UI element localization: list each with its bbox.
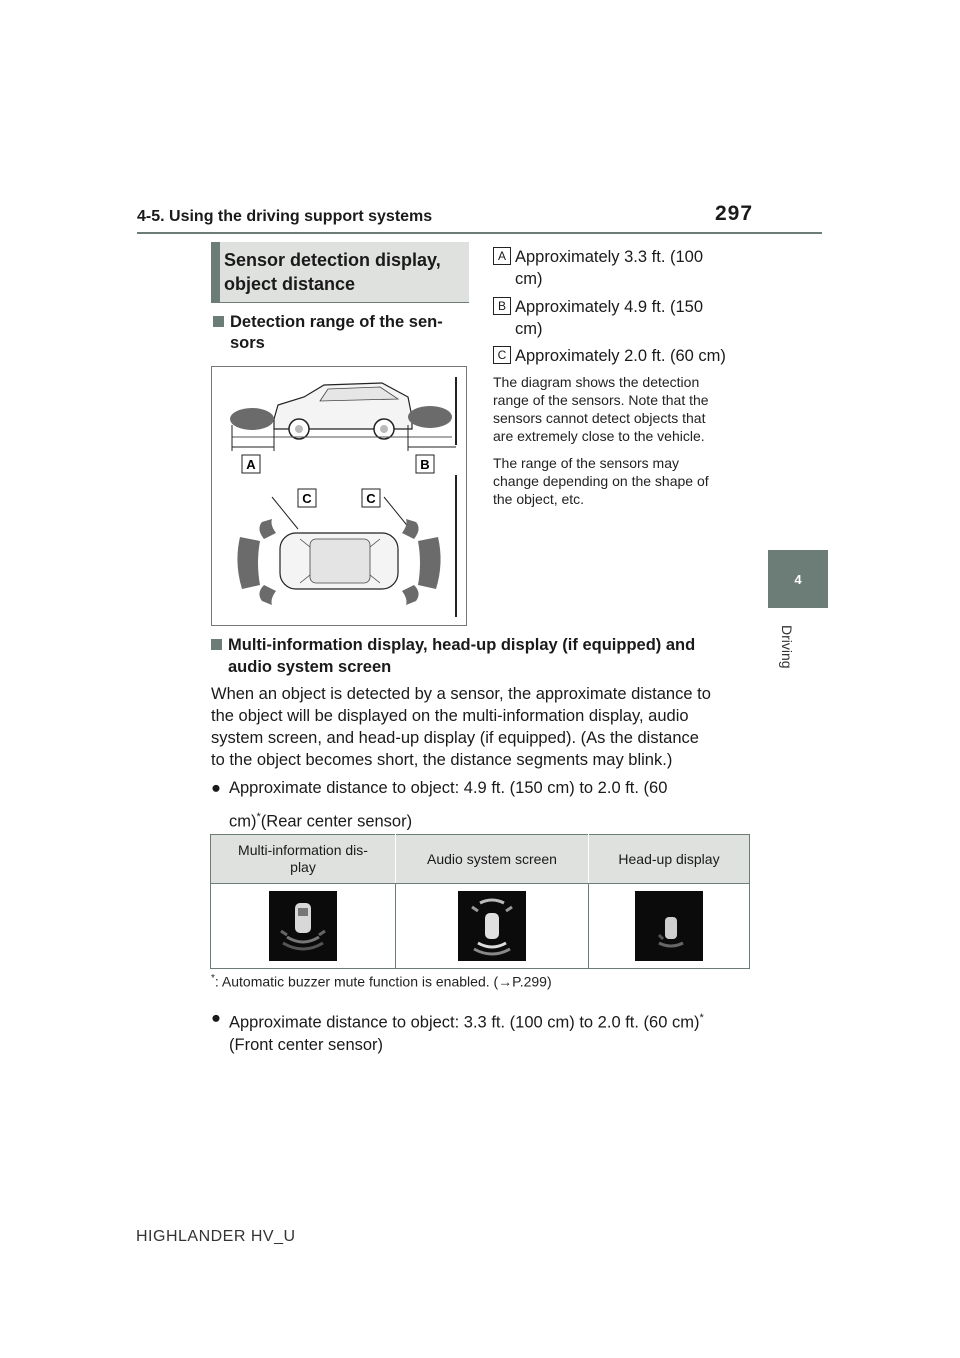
note-2-line-1: The range of the sensors may <box>493 455 679 471</box>
subheading-detection-range <box>213 312 468 354</box>
head-up-display-screen <box>635 891 703 961</box>
bullet2-line-2: (Front center sensor) <box>229 1035 384 1054</box>
sensor-range-diagram <box>211 366 467 626</box>
footnote <box>211 973 552 990</box>
legend-key-c: C <box>493 346 511 364</box>
table-header-multi-info-text: Multi-information dis- play <box>238 842 368 875</box>
bullet1-line-2a: cm) <box>229 812 257 831</box>
subheading-displays <box>211 634 751 678</box>
bullet-dot-icon: ● <box>211 1009 221 1027</box>
note-1-line-4: are extremely close to the vehicle. <box>493 428 705 444</box>
note-diagram <box>493 373 748 445</box>
cell-head-up-display <box>589 884 750 969</box>
subheading-line-2: sors <box>230 334 265 352</box>
sensor-zone-rear-side <box>230 408 274 430</box>
footnote-mark: * <box>211 973 215 984</box>
sensor-diagram-svg <box>212 367 466 625</box>
note-2-line-3: the object, etc. <box>493 491 585 507</box>
note-2-line-2: change depending on the shape of <box>493 473 709 489</box>
bullet-dot-icon: ● <box>211 779 221 797</box>
page-number: 297 <box>715 202 754 225</box>
paragraph-line-1: When an object is detected by a sensor, the approximate distance to <box>211 685 711 703</box>
paragraph-line-4: to the object becomes short, the distance segments may blink.) <box>211 751 673 769</box>
heading-line-1: Sensor detection display, <box>224 250 441 270</box>
footnote-text: : Automatic buzzer mute function is enabled. (→P.299) <box>214 973 552 990</box>
label-c-right: C <box>366 491 376 506</box>
legend-c-line-1: Approximately 2.0 ft. (60 cm) <box>515 347 726 365</box>
section-heading <box>224 248 441 296</box>
label-a: A <box>246 457 256 472</box>
table-header-hud: Head-up display <box>589 835 750 884</box>
paragraph-line-2: the object will be displayed on the multi-information display, audio <box>211 707 689 725</box>
cell-audio-system-screen <box>396 884 589 969</box>
audio-system-screen <box>458 891 526 961</box>
bullet-rear-sensor <box>211 777 751 833</box>
sensor-zone-front-side <box>408 406 452 428</box>
legend-key-a: A <box>493 247 511 265</box>
table-header-multi-info <box>211 835 396 884</box>
legend-a-line-2: cm) <box>515 270 543 288</box>
bullet1-line-1: Approximate distance to object: 4.9 ft. (150 cm) to 2.0 ft. (60 <box>229 779 668 797</box>
bullet2-line-1: Approximate distance to object: 3.3 ft. (100 cm) to 2.0 ft. (60 cm) <box>229 1013 700 1032</box>
dimension-line-c-right <box>384 497 410 529</box>
display-table <box>210 834 750 969</box>
chapter-label: Driving <box>779 625 795 669</box>
section-title: 4-5. Using the driving support systems <box>137 208 433 225</box>
note-range <box>493 454 748 508</box>
multi-info-display-screen <box>269 891 337 961</box>
subheading-line-1: Detection range of the sen- <box>230 313 443 331</box>
heading-accent-bar <box>211 242 220 302</box>
note-1-line-1: The diagram shows the detection <box>493 374 700 390</box>
legend-a-line-1: Approximately 3.3 ft. (100 <box>515 248 704 266</box>
bullet-front-sensor <box>211 1007 751 1056</box>
bullet1-line-2b: (Rear center sensor) <box>260 812 413 831</box>
legend-b-line-1: Approximately 4.9 ft. (150 <box>515 298 704 316</box>
bullet1-footnote-mark: * <box>256 811 261 823</box>
legend-b-line-2: cm) <box>515 320 543 338</box>
square-bullet-icon <box>213 316 224 327</box>
dimension-line-c-left <box>272 497 298 529</box>
header-rule <box>137 232 822 234</box>
car-top-view <box>280 533 398 589</box>
model-name: HIGHLANDER HV_U <box>136 1228 296 1245</box>
label-b: B <box>420 457 430 472</box>
note-1-line-3: sensors cannot detect objects that <box>493 410 706 426</box>
legend-key-b: B <box>493 297 511 315</box>
chapter-tab: 4 <box>768 550 828 608</box>
table-row <box>211 884 750 969</box>
label-c-left: C <box>302 491 312 506</box>
heading-rule <box>211 302 469 303</box>
heading-line-2: object distance <box>224 274 356 294</box>
square-bullet-icon <box>211 639 222 650</box>
subheading2-line-2: audio system screen <box>228 658 392 676</box>
bullet2-footnote-mark: * <box>699 1012 704 1024</box>
note-1-line-2: range of the sensors. Note that the <box>493 392 709 408</box>
cell-multi-info-display <box>211 884 396 969</box>
paragraph-line-3: system screen, and head-up display (if equipped). (As the distance <box>211 729 699 747</box>
body-paragraph <box>211 683 751 771</box>
table-header-audio: Audio system screen <box>396 835 589 884</box>
subheading2-line-1: Multi-information display, head-up display (if equipped) and <box>228 636 696 654</box>
